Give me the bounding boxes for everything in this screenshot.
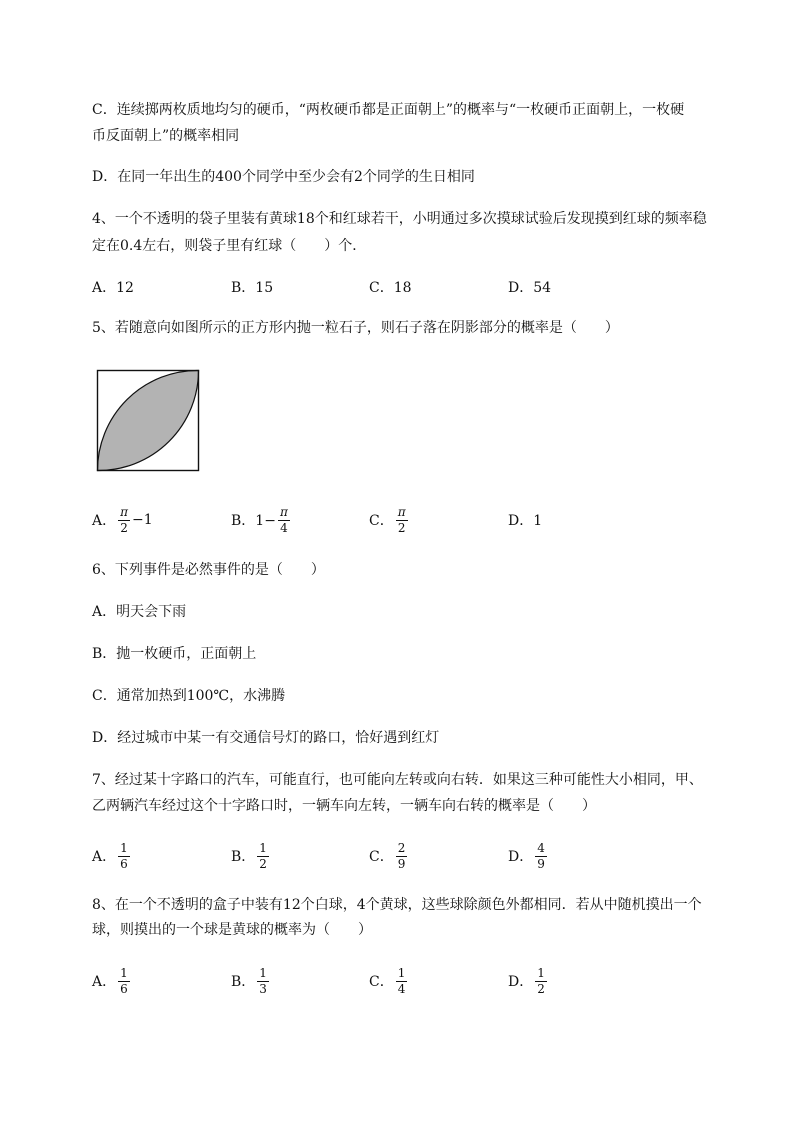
denominator: 2	[537, 981, 545, 996]
q6-option-a: A．明天会下雨	[92, 604, 187, 620]
numerator: 1	[120, 965, 128, 980]
q6-stem: 6、下列事件是必然事件的是（ ）	[92, 562, 325, 578]
denominator: 6	[120, 856, 128, 871]
q7-option-b	[231, 836, 271, 876]
option-prefix: D．	[508, 849, 534, 865]
fraction	[396, 967, 408, 996]
option-prefix: B．	[231, 974, 256, 990]
option-prefix: C．	[369, 849, 394, 865]
q4-stem-line1: 4、一个不透明的袋子里装有黄球18个和红球若干，小明通过多次摸球试验后发现摸到红球的频率稳	[92, 211, 707, 227]
q7-options	[92, 836, 732, 876]
option-prefix: B．	[231, 849, 256, 865]
q3-option-c-line2: 币反面朝上”的概率相同	[92, 128, 240, 144]
fraction	[396, 842, 408, 871]
q6-option-c: C．通常加热到100℃，水沸腾	[92, 688, 286, 704]
fraction	[118, 842, 130, 871]
denominator: 2	[259, 856, 267, 871]
q5-option-a	[92, 500, 153, 540]
q6-option-b: B．抛一枚硬币，正面朝上	[92, 646, 257, 662]
q8-option-a	[92, 961, 132, 1001]
numerator: π	[397, 504, 406, 519]
denominator: 3	[259, 981, 267, 996]
q3-option-c-line1: C．连续掷两枚质地均匀的硬币，“两枚硬币都是正面朝上”的概率与“一枚硬币正面朝上，一枚硬	[92, 102, 685, 118]
q7-stem-line2: 乙两辆汽车经过这个十字路口时，一辆车向左转，一辆车向右转的概率是（ ）	[92, 798, 596, 814]
q6-option-d: D．经过城市中某一有交通信号灯的路口，恰好遇到红灯	[92, 730, 440, 746]
q5-option-c-prefix: C．	[369, 513, 394, 529]
fraction	[535, 967, 547, 996]
q8-stem-line1: 8、在一个不透明的盒子中装有12个白球，4个黄球，这些球除颜色外都相同．若从中随机摸出一个	[92, 897, 702, 913]
denominator: 9	[537, 856, 545, 871]
q8-option-b	[231, 961, 271, 1001]
denominator: 2	[397, 520, 406, 535]
q8-option-d	[508, 961, 549, 1001]
numerator: 4	[537, 840, 545, 855]
q4-stem-line2: 定在0.4左右，则袋子里有红球（ ）个．	[92, 238, 367, 254]
q5-option-c	[369, 500, 410, 540]
q5-options	[92, 500, 732, 540]
numerator: 1	[537, 965, 545, 980]
option-prefix: D．	[508, 974, 534, 990]
q5-option-d: D．1	[508, 513, 543, 529]
q4-option-c: C．18	[369, 280, 412, 296]
q7-option-d	[508, 836, 549, 876]
q4-option-a: A．12	[92, 280, 134, 296]
denominator: 6	[120, 981, 128, 996]
numerator: 1	[259, 840, 267, 855]
q4-option-b: B．15	[231, 280, 274, 296]
fraction	[278, 506, 290, 535]
denominator: 4	[280, 520, 288, 535]
q5-option-b	[231, 500, 292, 540]
option-prefix: A．	[92, 849, 117, 865]
q7-stem-line1: 7、经过某十字路口的汽车，可能直行，也可能向左转或向右转．如果这三种可能性大小相同，甲、	[92, 772, 703, 788]
fraction	[396, 506, 408, 535]
q8-option-c	[369, 961, 409, 1001]
q5-option-a-suffix: −1	[132, 512, 153, 528]
square-with-lens-shaded-figure	[96, 369, 200, 476]
fraction	[257, 842, 269, 871]
numerator: 1	[397, 965, 406, 980]
q8-options	[92, 961, 732, 1001]
numerator: π	[120, 504, 129, 519]
numerator: 1	[120, 840, 128, 855]
q8-stem-line2: 球，则摸出的一个球是黄球的概率为（ ）	[92, 922, 372, 938]
numerator: π	[279, 504, 288, 519]
q4-option-d: D．54	[508, 280, 552, 296]
q7-option-c	[369, 836, 409, 876]
denominator: 4	[397, 981, 406, 996]
q5-stem: 5、若随意向如图所示的正方形内抛一粒石子，则石子落在阴影部分的概率是（ ）	[92, 320, 619, 336]
q4-options	[92, 267, 732, 307]
q7-option-a	[92, 836, 132, 876]
q3-option-d: D．在同一年出生的400个同学中至少会有2个同学的生日相同	[92, 169, 475, 185]
q5-option-b-prefix: B．1−	[231, 513, 276, 529]
fraction	[118, 967, 130, 996]
numerator: 1	[259, 965, 267, 980]
denominator: 2	[120, 520, 128, 535]
fraction	[257, 967, 269, 996]
numerator: 2	[397, 840, 406, 855]
denominator: 9	[397, 856, 406, 871]
fraction	[118, 506, 130, 535]
fraction	[535, 842, 547, 871]
option-prefix: A．	[92, 974, 117, 990]
option-prefix: C．	[369, 974, 394, 990]
q5-option-a-prefix: A．	[92, 513, 117, 529]
